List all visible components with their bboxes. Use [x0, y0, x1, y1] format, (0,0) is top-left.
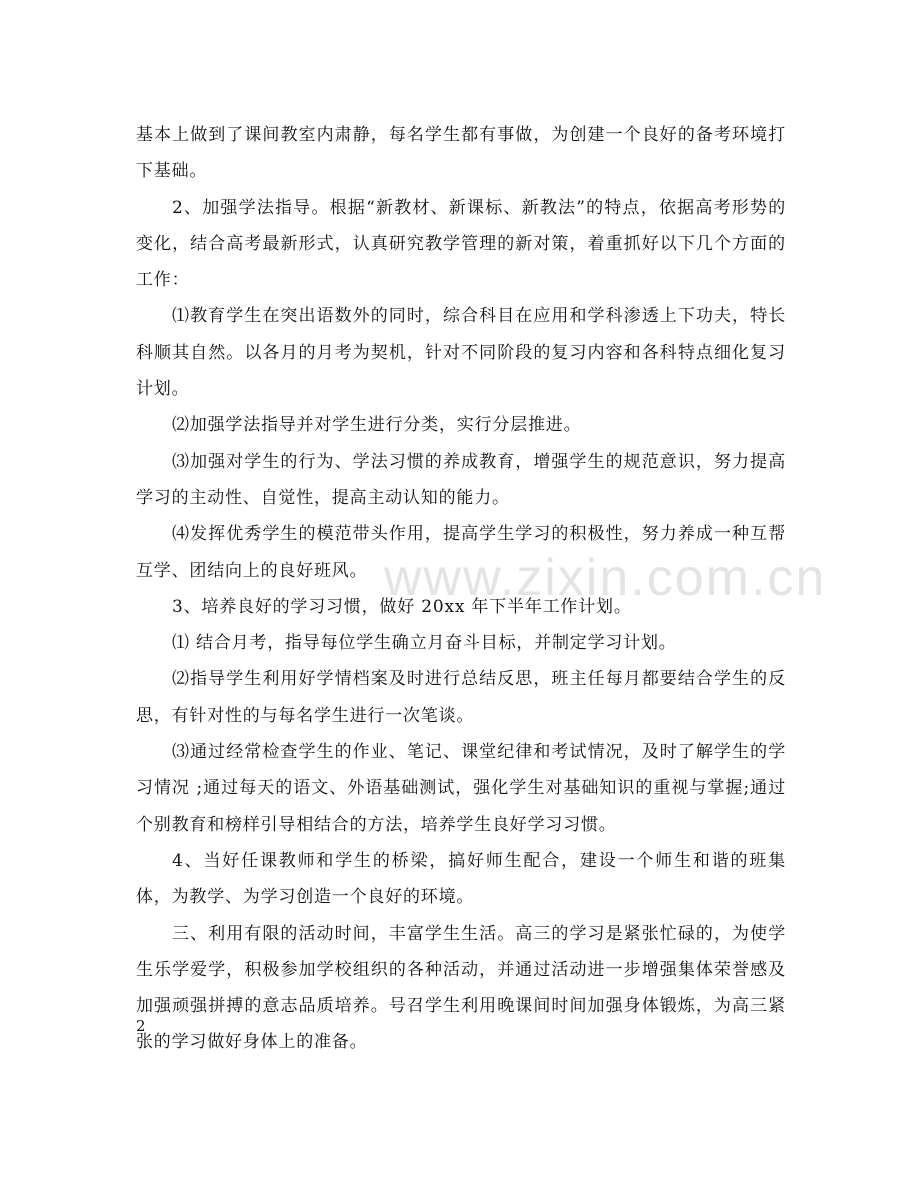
- paragraph-item-3: ⑶加强对学生的行为、学法习惯的养成教育，增强学生的规范意识，努力提高学习的主动性、自觉性，提高主动认知的能力。: [136, 451, 786, 508]
- paragraph-habit-item-2: ⑵指导学生利用好学情档案及时进行总结反思，班主任每月都要结合学生的反思，有针对性的与每名学生进行一次笔谈。: [136, 669, 786, 726]
- page-number: 2: [136, 1017, 146, 1035]
- paragraph-study-method-guidance: 2、加强学法指导。根据“新教材、新课标、新教法”的特点，依据高考形势的变化，结合高考最新形式，认真研究教学管理的新对策，着重抓好以下几个方面的工作：: [136, 197, 786, 291]
- watermark: www.zixin.com.cn: [384, 549, 827, 607]
- paragraph-habit-item-3: ⑶通过经常检查学生的作业、笔记、课堂纪律和考试情况，及时了解学生的学习情况 ;通过每天的语文、外语基础测试，强化学生对基础知识的重视与掌握;通过个别教育和榜样引导相结合的方法，培养学生良好学习习惯。: [136, 742, 786, 835]
- paragraph-item-4: ⑷发挥优秀学生的模范带头作用，提高学生学习的积极性，努力养成一种互帮互学、团结向上的良好班风。: [136, 524, 786, 581]
- paragraph-teacher-bridge: 4、当好任课教师和学生的桥梁，搞好师生配合，建设一个师生和谐的班集体，为教学、为学习创造一个良好的环境。: [136, 850, 786, 908]
- paragraph-item-1: ⑴教育学生在突出语数外的同时，综合科目在应用和学科渗透上下功夫，特长科顺其自然。以各月的月考为契机，针对不同阶段的复习内容和各科特点细化复习计划。: [136, 306, 786, 400]
- paragraph-activities: 三、利用有限的活动时间，丰富学生生活。高三的学习是紧张忙碌的，为使学生乐学爱学，积极参加学校组织的各种活动，并通过活动进一步增强集体荣誉感及加强顽强拼搏的意志品质培养。号召学生利用晚课间时间加强身体锻炼，为高三紧张的学习做好身体上的准备。: [136, 923, 786, 1053]
- paragraph-habit-item-1: ⑴ 结合月考，指导每位学生确立月奋斗目标，并制定学习计划。: [172, 633, 677, 654]
- paragraph-continuation: 基本上做到了课间教室内肃静，每名学生都有事做，为创建一个良好的备考环境打下基础。: [136, 125, 786, 182]
- paragraph-item-2: ⑵加强学法指导并对学生进行分类，实行分层推进。: [172, 415, 582, 436]
- document-body: [136, 117, 786, 1061]
- paragraph-study-habits: 3、培养良好的学习习惯，做好 20xx 年下半年工作计划。: [172, 596, 632, 617]
